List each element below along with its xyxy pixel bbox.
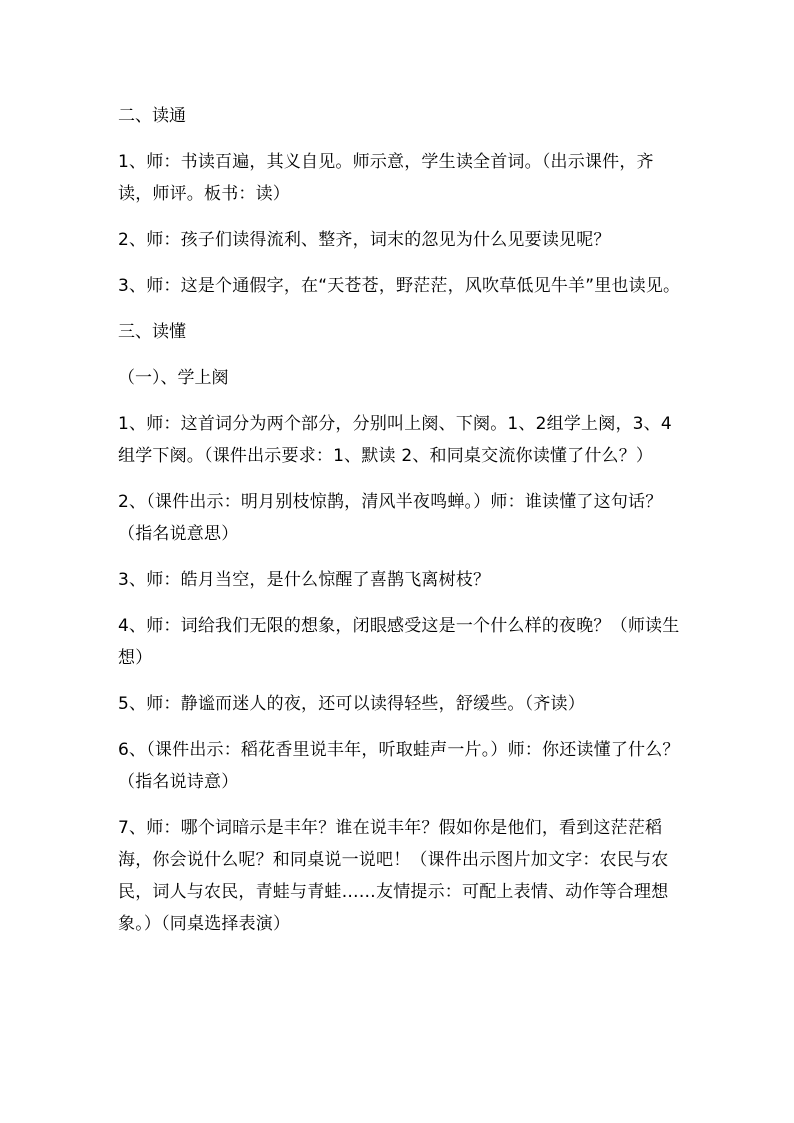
paragraph-item: 2、师：孩子们读得流利、整齐，词末的忽见为什么见要读见呢？ (118, 230, 611, 250)
paragraph-item: 6、（课件出示：稻花香里说丰年，听取蛙声一片。）师：你还读懂了什么？（指名说诗意） (118, 740, 680, 792)
paragraph-item: 3、师：皓月当空，是什么惊醒了喜鹊飞离树枝？ (118, 570, 491, 590)
paragraph-item: 3、师：这是个通假字，在“天苍苍，野茫茫，风吹草低见牛羊”里也读见。 (118, 276, 681, 296)
paragraph-item: 1、师：书读百遍，其义自见。师示意，学生读全首词。（出示课件，齐读，师评。板书：读） (118, 152, 654, 204)
document-page (118, 100, 688, 954)
section-heading-understand: 三、读懂 (118, 322, 186, 342)
subsection-heading-upper-part: （一）、学上阕 (118, 368, 229, 388)
paragraph-item: 7、师：哪个词暗示是丰年？谁在说丰年？假如你是他们，看到这茫茫稻海，你会说什么呢？和同桌说一说吧！（课件出示图片加文字：农民与农民，词人与农民，青蛙与青蛙……友情提示：可配上表情、动作等合理想象。）（同桌选择表演） (118, 818, 669, 934)
paragraph-item: 2、（课件出示：明月别枝惊鹊，清风半夜鸣蝉。）师：谁读懂了这句话？（指名说意思） (118, 492, 663, 544)
paragraph-item: 1、师：这首词分为两个部分，分别叫上阕、下阕。1、2组学上阕，3、4组学下阕。（课件出示要求：1、默读 2、和同桌交流你读懂了什么？） (118, 414, 672, 466)
section-heading-read-through: 二、读通 (118, 106, 186, 126)
paragraph-item: 4、师：词给我们无限的想象，闭眼感受这是一个什么样的夜晚？（师读生想） (118, 616, 680, 668)
paragraph-item: 5、师：静谧而迷人的夜，还可以读得轻些，舒缓些。（齐读） (118, 694, 585, 714)
